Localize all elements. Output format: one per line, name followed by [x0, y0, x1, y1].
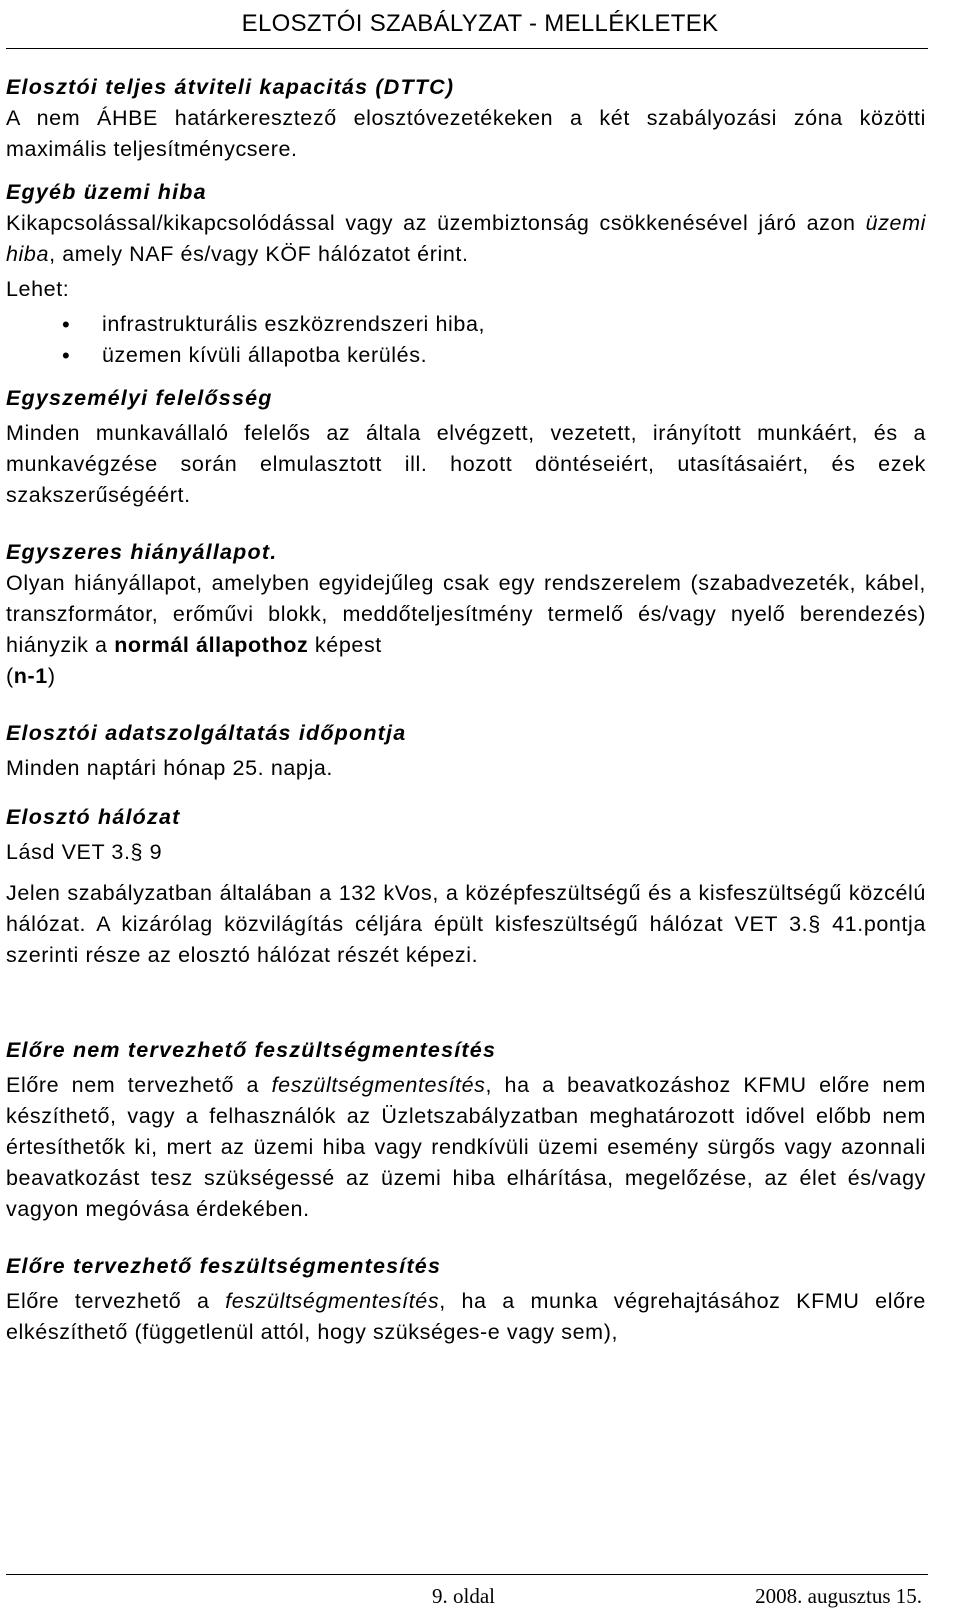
section-heading: Egyéb üzemi hiba: [6, 180, 207, 204]
header-divider: [6, 48, 928, 49]
footer-date: 2008. augusztus 15.: [755, 1584, 922, 1608]
list-item: • üzemen kívüli állapotba kerülés.: [6, 340, 926, 371]
lehet-label: Lehet:: [6, 277, 70, 301]
section-text: [6, 208, 926, 270]
section-heading: Elosztói teljes átviteli kapacitás (DTTC): [6, 75, 455, 99]
section-egyeb-uzemi-hiba: [6, 177, 926, 371]
text-part: Olyan hiányállapot, amelyben egyidejűleg csak egy rendszerelem (szabadvezeték, kábel, transzformátor, erőművi blokk, meddőteljesítmény termelő és/vagy nyelő berendezés) hiányzik a: [6, 571, 926, 657]
section-text: Minden munkavállaló felelős az általa elvégzett, vezetett, irányított munkáért, és a munkavégzése során elmulasztott ill. hozott döntéseiért, utasításaiért, és ezek szakszerűségéért.: [6, 421, 926, 507]
bold-term: n-1: [13, 664, 48, 688]
section-text: A nem ÁHBE határkeresztező elosztóvezetékeken a két szabályozási zóna közötti maximális teljesítménycsere.: [6, 106, 926, 161]
section-text-line: [6, 661, 926, 692]
text-part: Kikapcsolással/kikapcsolódással vagy az üzembiztonság csökkenésével járó azon: [6, 211, 866, 235]
section-heading: Egyszeres hiányállapot.: [6, 540, 278, 564]
section-text: Minden naptári hónap 25. napja.: [6, 756, 334, 780]
section-reference: Lásd VET 3.§ 9: [6, 840, 163, 864]
section-elore-tervezheto: [6, 1251, 926, 1348]
section-elore-nem-tervezheto: [6, 1035, 926, 1225]
section-adatszolgaltatas: [6, 718, 926, 784]
section-text: Jelen szabályzatban általában a 132 kVos, a középfeszültségű és a kisfeszültségű közcélú hálózat. A kizárólag közvilágítás céljára épült kisfeszültségű hálózat VET 3.§ 41.pontja szerinti része az elosztó hálózat részét képezi.: [6, 881, 926, 967]
page-header: ELOSZTÓI SZABÁLYZAT - MELLÉKLETEK: [241, 10, 719, 37]
text-part: ): [47, 664, 56, 688]
page-number: 9. oldal: [432, 1584, 495, 1608]
section-egyszeres-hianyallapot: [6, 537, 926, 692]
text-part: , ha a munka végrehajtásához KFMU előre elkészíthető (függetlenül attól, hogy szükséges-e vagy sem),: [6, 1289, 926, 1344]
bullet-list: [6, 309, 926, 371]
emphasis-term: feszültségmentesítés: [271, 1073, 486, 1097]
footer-divider: [6, 1574, 928, 1575]
section-heading: Elosztó hálózat: [6, 805, 181, 829]
section-text: [6, 568, 926, 661]
list-item: • infrastrukturális eszközrendszeri hiba,: [6, 309, 926, 340]
text-part: , amely NAF és/vagy KÖF hálózatot érint.: [49, 242, 469, 266]
text-part: (: [6, 664, 14, 688]
section-eloszto-halozat: [6, 802, 926, 971]
section-text: [6, 1286, 926, 1348]
text-part: képest: [308, 633, 382, 657]
bold-term: normál állapothoz: [114, 633, 309, 657]
text-part: Előre nem tervezhető a: [6, 1073, 272, 1097]
section-heading: Elosztói adatszolgáltatás időpontja: [6, 721, 407, 745]
emphasis-term: üzemi hiba: [6, 211, 926, 266]
document-body: [6, 72, 926, 1348]
text-part: Előre tervezhető a: [6, 1289, 226, 1313]
text-part: , ha a beavatkozáshoz KFMU előre nem készíthető, vagy a felhasználók az Üzletszabályzatban meghatározott idővel előbb nem értesíthetők ki, mert az üzemi hiba vagy rendkívüli üzemi esemény sürgős vagy azonnali beavatkozást tesz szükségessé az üzemi hiba elhárítása, megelőzése, az élet és/vagy vagyon megóvása érdekében.: [6, 1073, 926, 1221]
section-text: [6, 1070, 926, 1225]
section-heading: Előre nem tervezhető feszültségmentesítés: [6, 1038, 497, 1062]
section-dttc: [6, 72, 926, 165]
section-heading: Egyszemélyi felelősség: [6, 386, 273, 410]
emphasis-term: feszültségmentesítés: [225, 1289, 440, 1313]
section-egyszemelyi-felelosseg: [6, 383, 926, 511]
section-heading: Előre tervezhető feszültségmentesítés: [6, 1254, 442, 1278]
